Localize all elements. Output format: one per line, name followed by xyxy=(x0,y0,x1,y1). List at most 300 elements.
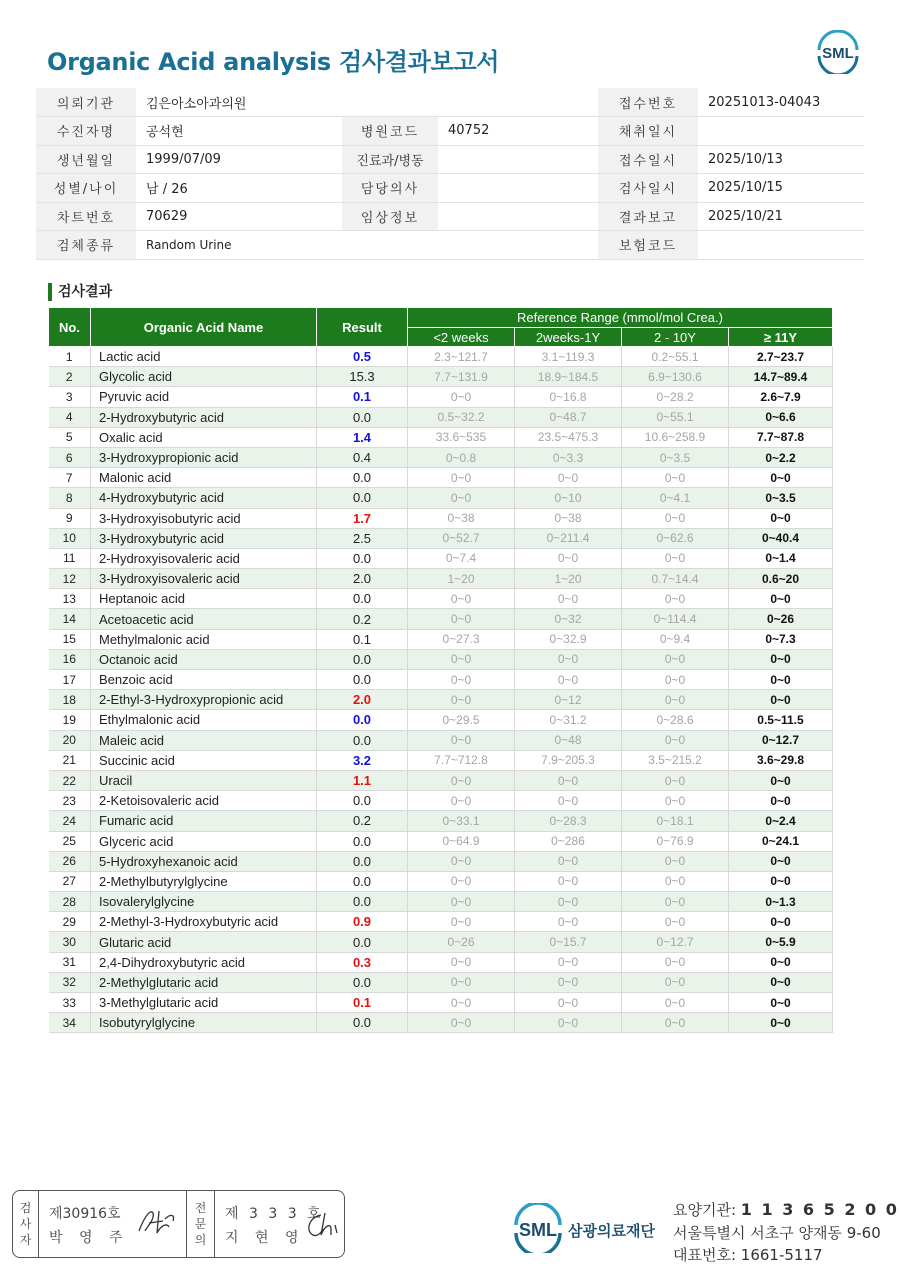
result-value: 0.0 xyxy=(317,407,408,427)
birth-value: 1999/07/09 xyxy=(136,145,342,174)
inspector-number: 제30916호 xyxy=(49,1206,121,1222)
range-2weeks-1y: 0~0 xyxy=(515,851,622,871)
table-row xyxy=(49,1013,833,1033)
range-under-2-weeks: 0~0 xyxy=(408,730,515,750)
range-2-10y: 0~0 xyxy=(622,1013,729,1033)
row-number: 24 xyxy=(49,811,91,831)
table-row xyxy=(49,710,833,730)
range-under-2-weeks: 0~0 xyxy=(408,892,515,912)
range-11y-plus: 0~0 xyxy=(729,508,833,528)
collected-value xyxy=(698,117,864,146)
range-2-10y: 0~0 xyxy=(622,912,729,932)
range-2-10y: 0~0 xyxy=(622,508,729,528)
header-result: Result xyxy=(317,308,408,347)
range-11y-plus: 7.7~87.8 xyxy=(729,427,833,447)
table-row xyxy=(49,932,833,952)
table-row xyxy=(49,670,833,690)
range-2-10y: 0~0 xyxy=(622,972,729,992)
range-11y-plus: 0~5.9 xyxy=(729,932,833,952)
range-2-10y: 0~0 xyxy=(622,670,729,690)
result-value: 0.0 xyxy=(317,851,408,871)
range-under-2-weeks: 0~33.1 xyxy=(408,811,515,831)
row-number: 19 xyxy=(49,710,91,730)
range-11y-plus: 2.7~23.7 xyxy=(729,347,833,367)
result-value: 0.0 xyxy=(317,972,408,992)
table-row xyxy=(49,730,833,750)
result-value: 3.2 xyxy=(317,750,408,770)
results-table xyxy=(48,307,833,1033)
range-2weeks-1y: 0~15.7 xyxy=(515,932,622,952)
acid-name: Ethylmalonic acid xyxy=(91,710,317,730)
range-11y-plus: 0~7.3 xyxy=(729,629,833,649)
acid-name: Lactic acid xyxy=(91,347,317,367)
collected-label: 채취일시 xyxy=(598,117,698,146)
table-row xyxy=(49,811,833,831)
range-11y-plus: 2.6~7.9 xyxy=(729,387,833,407)
acid-name: Isovalerylglycine xyxy=(91,892,317,912)
header-reference-range: Reference Range (mmol/mol Crea.) xyxy=(408,308,833,328)
row-number: 9 xyxy=(49,508,91,528)
range-2weeks-1y: 0~31.2 xyxy=(515,710,622,730)
range-2weeks-1y: 0~0 xyxy=(515,912,622,932)
inspector-signature xyxy=(135,1205,179,1239)
care-institution xyxy=(673,1199,899,1220)
range-under-2-weeks: 0~64.9 xyxy=(408,831,515,851)
sml-logo xyxy=(813,30,863,74)
range-2weeks-1y: 0~32 xyxy=(515,609,622,629)
range-11y-plus: 0~2.2 xyxy=(729,447,833,467)
result-value: 0.0 xyxy=(317,548,408,568)
range-2weeks-1y: 0~3.3 xyxy=(515,447,622,467)
acid-name: 2-Methylbutyrylglycine xyxy=(91,871,317,891)
range-2-10y: 0~0 xyxy=(622,851,729,871)
range-under-2-weeks: 0~52.7 xyxy=(408,528,515,548)
range-under-2-weeks: 0~0 xyxy=(408,670,515,690)
range-11y-plus: 0.5~11.5 xyxy=(729,710,833,730)
row-number: 7 xyxy=(49,468,91,488)
table-row xyxy=(49,427,833,447)
care-number: 1 1 3 6 5 2 0 0 xyxy=(740,1200,899,1219)
range-under-2-weeks: 2.3~121.7 xyxy=(408,347,515,367)
range-under-2-weeks: 0~0 xyxy=(408,952,515,972)
header-range-4: ≥ 11Y xyxy=(729,328,833,347)
table-row xyxy=(49,750,833,770)
range-2weeks-1y: 0~0 xyxy=(515,670,622,690)
row-number: 27 xyxy=(49,871,91,891)
range-under-2-weeks: 1~20 xyxy=(408,569,515,589)
range-2-10y: 0~0 xyxy=(622,871,729,891)
birth-label: 생년월일 xyxy=(36,145,136,174)
result-value: 0.0 xyxy=(317,649,408,669)
table-row xyxy=(49,770,833,790)
header-no: No. xyxy=(49,308,91,347)
range-11y-plus: 0.6~20 xyxy=(729,569,833,589)
doctor-label: 담당의사 xyxy=(342,174,438,203)
range-11y-plus: 0~0 xyxy=(729,791,833,811)
range-under-2-weeks: 0~0 xyxy=(408,770,515,790)
result-value: 0.0 xyxy=(317,589,408,609)
range-11y-plus: 0~1.4 xyxy=(729,548,833,568)
hospital-code-value: 40752 xyxy=(438,117,598,146)
result-value: 0.2 xyxy=(317,609,408,629)
range-under-2-weeks: 0~0 xyxy=(408,649,515,669)
specimen-value: Random Urine xyxy=(136,231,598,260)
table-row xyxy=(49,609,833,629)
range-2weeks-1y: 0~0 xyxy=(515,791,622,811)
range-under-2-weeks: 0~27.3 xyxy=(408,629,515,649)
range-2weeks-1y: 3.1~119.3 xyxy=(515,347,622,367)
range-11y-plus: 0~0 xyxy=(729,851,833,871)
table-row xyxy=(49,690,833,710)
row-number: 21 xyxy=(49,750,91,770)
range-2weeks-1y: 0~0 xyxy=(515,770,622,790)
result-value: 0.3 xyxy=(317,952,408,972)
range-2weeks-1y: 0~0 xyxy=(515,972,622,992)
result-value: 0.0 xyxy=(317,871,408,891)
specialist-label: 전 문 의 xyxy=(187,1191,215,1257)
range-under-2-weeks: 0~26 xyxy=(408,932,515,952)
table-row xyxy=(49,851,833,871)
row-number: 11 xyxy=(49,548,91,568)
tested-value: 2025/10/15 xyxy=(698,174,864,203)
result-value: 0.9 xyxy=(317,912,408,932)
range-2-10y: 0~0 xyxy=(622,589,729,609)
table-row xyxy=(49,548,833,568)
specimen-label: 검체종류 xyxy=(36,231,136,260)
range-11y-plus: 0~3.5 xyxy=(729,488,833,508)
range-11y-plus: 0~0 xyxy=(729,871,833,891)
address: 서울특별시 서초구 양재동 9-60 xyxy=(673,1224,881,1242)
range-2-10y: 0~62.6 xyxy=(622,528,729,548)
range-2weeks-1y: 0~32.9 xyxy=(515,629,622,649)
table-row xyxy=(49,447,833,467)
result-value: 0.0 xyxy=(317,670,408,690)
row-number: 6 xyxy=(49,447,91,467)
table-row xyxy=(49,488,833,508)
acid-name: 3-Hydroxypropionic acid xyxy=(91,447,317,467)
sml-foundation-logo-text: SML xyxy=(519,1220,557,1240)
range-under-2-weeks: 0~0 xyxy=(408,468,515,488)
row-number: 14 xyxy=(49,609,91,629)
range-2-10y: 0~12.7 xyxy=(622,932,729,952)
patient-value: 공석현 xyxy=(136,117,342,146)
acid-name: Uracil xyxy=(91,770,317,790)
row-number: 3 xyxy=(49,387,91,407)
acid-name: 2-Methyl-3-Hydroxybutyric acid xyxy=(91,912,317,932)
range-under-2-weeks: 0~0 xyxy=(408,871,515,891)
acid-name: Heptanoic acid xyxy=(91,589,317,609)
range-2weeks-1y: 0~0 xyxy=(515,871,622,891)
row-number: 13 xyxy=(49,589,91,609)
doctor-value xyxy=(438,174,598,203)
range-2-10y: 0~0 xyxy=(622,952,729,972)
row-number: 31 xyxy=(49,952,91,972)
row-number: 10 xyxy=(49,528,91,548)
tested-label: 검사일시 xyxy=(598,174,698,203)
inspector-name: 박 영 주 xyxy=(49,1230,129,1246)
range-11y-plus: 0~12.7 xyxy=(729,730,833,750)
clinical-label: 임상정보 xyxy=(342,202,438,231)
acid-name: Isobutyrylglycine xyxy=(91,1013,317,1033)
range-2weeks-1y: 18.9~184.5 xyxy=(515,367,622,387)
foundation-name: 삼광의료재단 xyxy=(568,1222,655,1240)
table-row xyxy=(49,508,833,528)
table-row xyxy=(49,569,833,589)
row-number: 33 xyxy=(49,993,91,1013)
received-label: 접수일시 xyxy=(598,145,698,174)
result-value: 1.4 xyxy=(317,427,408,447)
row-number: 22 xyxy=(49,770,91,790)
result-value: 0.1 xyxy=(317,387,408,407)
clinical-value xyxy=(438,202,598,231)
signature-box xyxy=(12,1190,345,1258)
row-number: 2 xyxy=(49,367,91,387)
range-2weeks-1y: 0~28.3 xyxy=(515,811,622,831)
table-row xyxy=(49,993,833,1013)
result-value: 1.1 xyxy=(317,770,408,790)
section-title: 검사결과 xyxy=(48,283,112,301)
row-number: 30 xyxy=(49,932,91,952)
range-2weeks-1y: 0~0 xyxy=(515,468,622,488)
range-2-10y: 6.9~130.6 xyxy=(622,367,729,387)
range-2weeks-1y: 7.9~205.3 xyxy=(515,750,622,770)
range-2-10y: 0.7~14.4 xyxy=(622,569,729,589)
result-value: 1.7 xyxy=(317,508,408,528)
range-under-2-weeks: 0~0 xyxy=(408,387,515,407)
acid-name: 2,4-Dihydroxybutyric acid xyxy=(91,952,317,972)
sex-age-label: 성별/나이 xyxy=(36,174,136,203)
range-2-10y: 0~0 xyxy=(622,993,729,1013)
range-11y-plus: 0~2.4 xyxy=(729,811,833,831)
phone xyxy=(673,1244,823,1265)
result-value: 0.1 xyxy=(317,629,408,649)
range-11y-plus: 0~0 xyxy=(729,912,833,932)
range-2-10y: 0~76.9 xyxy=(622,831,729,851)
range-11y-plus: 0~0 xyxy=(729,770,833,790)
range-11y-plus: 0~0 xyxy=(729,690,833,710)
acid-name: 3-Methylglutaric acid xyxy=(91,993,317,1013)
table-row xyxy=(49,912,833,932)
range-2-10y: 0~9.4 xyxy=(622,629,729,649)
table-row xyxy=(49,871,833,891)
range-2-10y: 0~3.5 xyxy=(622,447,729,467)
table-row xyxy=(49,892,833,912)
acid-name: 2-Hydroxybutyric acid xyxy=(91,407,317,427)
row-number: 18 xyxy=(49,690,91,710)
receipt-no-value: 20251013-04043 xyxy=(698,88,864,117)
care-label: 요양기관: xyxy=(673,1201,741,1219)
chart-label: 차트번호 xyxy=(36,202,136,231)
range-under-2-weeks: 33.6~535 xyxy=(408,427,515,447)
result-value: 0.0 xyxy=(317,892,408,912)
range-11y-plus: 0~0 xyxy=(729,952,833,972)
row-number: 1 xyxy=(49,347,91,367)
range-under-2-weeks: 0~0 xyxy=(408,690,515,710)
result-value: 0.0 xyxy=(317,1013,408,1033)
range-11y-plus: 3.6~29.8 xyxy=(729,750,833,770)
specialist-number: 제 3 3 3 호 xyxy=(225,1206,324,1222)
sml-foundation-logo xyxy=(510,1203,566,1253)
patient-info-table xyxy=(36,88,864,260)
specialist-name: 지 현 영 xyxy=(225,1230,305,1246)
range-2weeks-1y: 0~0 xyxy=(515,649,622,669)
acid-name: 3-Hydroxybutyric acid xyxy=(91,528,317,548)
result-value: 0.0 xyxy=(317,791,408,811)
sex-age-value: 남 / 26 xyxy=(136,174,342,203)
result-value: 0.0 xyxy=(317,468,408,488)
range-under-2-weeks: 0~0 xyxy=(408,1013,515,1033)
reported-label: 결과보고 xyxy=(598,202,698,231)
acid-name: 2-Methylglutaric acid xyxy=(91,972,317,992)
acid-name: 2-Ketoisovaleric acid xyxy=(91,791,317,811)
table-row xyxy=(49,952,833,972)
range-2weeks-1y: 0~48.7 xyxy=(515,407,622,427)
range-2-10y: 0~114.4 xyxy=(622,609,729,629)
result-value: 15.3 xyxy=(317,367,408,387)
range-2-10y: 0~18.1 xyxy=(622,811,729,831)
range-2weeks-1y: 0~0 xyxy=(515,589,622,609)
inspector-cell xyxy=(39,1191,187,1257)
row-number: 34 xyxy=(49,1013,91,1033)
inspector-label: 검 사 자 xyxy=(13,1191,39,1257)
range-2-10y: 0~0 xyxy=(622,791,729,811)
range-11y-plus: 0~0 xyxy=(729,649,833,669)
range-under-2-weeks: 0~0 xyxy=(408,972,515,992)
result-value: 0.1 xyxy=(317,993,408,1013)
acid-name: Glyceric acid xyxy=(91,831,317,851)
header-name: Organic Acid Name xyxy=(91,308,317,347)
dept-value xyxy=(438,145,598,174)
range-2-10y: 0~55.1 xyxy=(622,407,729,427)
range-2weeks-1y: 0~0 xyxy=(515,548,622,568)
acid-name: Succinic acid xyxy=(91,750,317,770)
acid-name: Malonic acid xyxy=(91,468,317,488)
acid-name: 3-Hydroxyisovaleric acid xyxy=(91,569,317,589)
acid-name: 3-Hydroxyisobutyric acid xyxy=(91,508,317,528)
range-2-10y: 0~0 xyxy=(622,548,729,568)
chart-value: 70629 xyxy=(136,202,342,231)
range-under-2-weeks: 0~0 xyxy=(408,851,515,871)
range-under-2-weeks: 0~0 xyxy=(408,791,515,811)
institution-label: 의뢰기관 xyxy=(36,88,136,117)
received-value: 2025/10/13 xyxy=(698,145,864,174)
dept-label: 진료과/병동 xyxy=(342,145,438,174)
range-2weeks-1y: 0~0 xyxy=(515,993,622,1013)
row-number: 28 xyxy=(49,892,91,912)
range-2weeks-1y: 0~0 xyxy=(515,1013,622,1033)
row-number: 12 xyxy=(49,569,91,589)
acid-name: 5-Hydroxyhexanoic acid xyxy=(91,851,317,871)
range-2-10y: 0~0 xyxy=(622,892,729,912)
header-range-2: 2weeks-1Y xyxy=(515,328,622,347)
range-2-10y: 0~0 xyxy=(622,690,729,710)
range-2-10y: 0~0 xyxy=(622,770,729,790)
range-2weeks-1y: 0~286 xyxy=(515,831,622,851)
acid-name: Octanoic acid xyxy=(91,649,317,669)
table-row xyxy=(49,649,833,669)
row-number: 17 xyxy=(49,670,91,690)
acid-name: Glycolic acid xyxy=(91,367,317,387)
result-value: 0.0 xyxy=(317,488,408,508)
specialist-cell xyxy=(215,1191,345,1257)
insurance-label: 보험코드 xyxy=(598,231,698,260)
table-row xyxy=(49,528,833,548)
result-value: 0.2 xyxy=(317,811,408,831)
row-number: 20 xyxy=(49,730,91,750)
table-row xyxy=(49,972,833,992)
range-2-10y: 10.6~258.9 xyxy=(622,427,729,447)
result-value: 0.0 xyxy=(317,710,408,730)
range-under-2-weeks: 0~0 xyxy=(408,589,515,609)
range-2weeks-1y: 0~211.4 xyxy=(515,528,622,548)
patient-label: 수진자명 xyxy=(36,117,136,146)
row-number: 4 xyxy=(49,407,91,427)
range-11y-plus: 0~24.1 xyxy=(729,831,833,851)
row-number: 5 xyxy=(49,427,91,447)
result-value: 2.0 xyxy=(317,690,408,710)
acid-name: 4-Hydroxybutyric acid xyxy=(91,488,317,508)
range-11y-plus: 0~0 xyxy=(729,670,833,690)
result-value: 0.0 xyxy=(317,730,408,750)
range-under-2-weeks: 0~0 xyxy=(408,993,515,1013)
result-value: 0.5 xyxy=(317,347,408,367)
result-value: 2.0 xyxy=(317,569,408,589)
range-11y-plus: 0~0 xyxy=(729,1013,833,1033)
acid-name: Fumaric acid xyxy=(91,811,317,831)
range-under-2-weeks: 0.5~32.2 xyxy=(408,407,515,427)
range-11y-plus: 0~0 xyxy=(729,972,833,992)
acid-name: Acetoacetic acid xyxy=(91,609,317,629)
result-value: 0.4 xyxy=(317,447,408,467)
table-row xyxy=(49,407,833,427)
range-2-10y: 0~28.2 xyxy=(622,387,729,407)
institution-value: 김은아소아과의원 xyxy=(136,88,598,117)
range-11y-plus: 14.7~89.4 xyxy=(729,367,833,387)
table-row xyxy=(49,367,833,387)
range-2weeks-1y: 0~48 xyxy=(515,730,622,750)
specialist-signature xyxy=(303,1209,343,1241)
range-under-2-weeks: 7.7~131.9 xyxy=(408,367,515,387)
range-2-10y: 0.2~55.1 xyxy=(622,347,729,367)
range-11y-plus: 0~0 xyxy=(729,993,833,1013)
row-number: 16 xyxy=(49,649,91,669)
range-2weeks-1y: 0~16.8 xyxy=(515,387,622,407)
range-under-2-weeks: 0~29.5 xyxy=(408,710,515,730)
table-row xyxy=(49,629,833,649)
row-number: 32 xyxy=(49,972,91,992)
range-2weeks-1y: 0~0 xyxy=(515,952,622,972)
row-number: 23 xyxy=(49,791,91,811)
range-2-10y: 0~4.1 xyxy=(622,488,729,508)
phone-number: 1661-5117 xyxy=(740,1246,823,1264)
range-11y-plus: 0~1.3 xyxy=(729,892,833,912)
acid-name: 2-Hydroxyisovaleric acid xyxy=(91,548,317,568)
range-under-2-weeks: 0~0.8 xyxy=(408,447,515,467)
hospital-code-label: 병원코드 xyxy=(342,117,438,146)
range-2weeks-1y: 0~10 xyxy=(515,488,622,508)
range-2-10y: 0~0 xyxy=(622,649,729,669)
receipt-no-label: 접수번호 xyxy=(598,88,698,117)
range-11y-plus: 0~6.6 xyxy=(729,407,833,427)
range-2-10y: 3.5~215.2 xyxy=(622,750,729,770)
range-under-2-weeks: 0~0 xyxy=(408,912,515,932)
reported-value: 2025/10/21 xyxy=(698,202,864,231)
range-under-2-weeks: 0~0 xyxy=(408,488,515,508)
sml-logo-text: SML xyxy=(822,45,854,62)
header-range-3: 2 - 10Y xyxy=(622,328,729,347)
result-value: 0.0 xyxy=(317,932,408,952)
row-number: 29 xyxy=(49,912,91,932)
